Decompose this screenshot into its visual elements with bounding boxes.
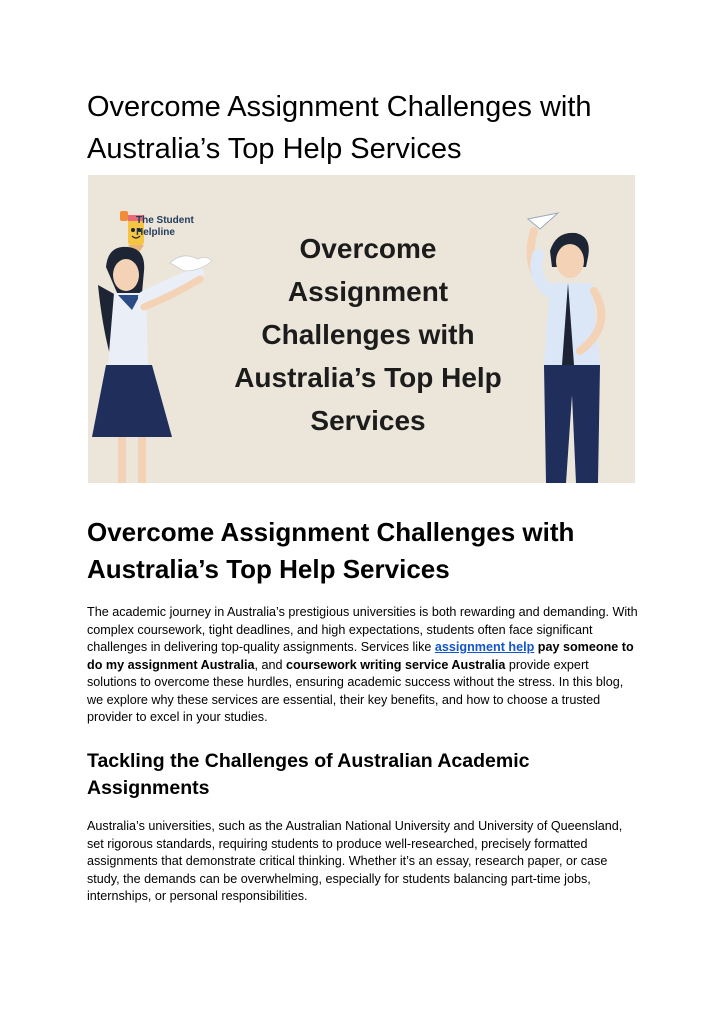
intro-paragraph: The academic journey in Australia’s prestigious universities is both rewarding and demanding. With complex coursework, tight deadlines, and high expectations, students often face significant challenges in delivering top-quality assignments. Services like assignment help pay someone to do my assignment Australia, and coursework writing service Australia provide expert solutions to overcome these hurdles, ensuring academic success without the stress. In this blog, we explore why these services are essential, their key benefits, and how to choose a trusted provider to excel in your studies. bbox=[87, 605, 638, 724]
document-title: Overcome Assignment Challenges with Australia’s Top Help Services bbox=[87, 91, 592, 165]
hero-image bbox=[88, 175, 635, 483]
paper-plane-icon bbox=[528, 213, 558, 229]
section-heading-overcome: Overcome Assignment Challenges with Australia’s Top Help Services bbox=[87, 517, 575, 584]
section-heading-challenges: Tackling the Challenges of Australian Academic Assignments bbox=[87, 750, 530, 799]
bold-phrase-coursework: coursework writing service Australia bbox=[286, 657, 506, 672]
logo-text: The Student Helpline bbox=[136, 215, 194, 238]
hero-title: Overcome Assignment Challenges with Australia’s Top Help Services bbox=[234, 233, 502, 436]
boy-illustration bbox=[531, 231, 602, 483]
assignment-help-link[interactable]: assignment help bbox=[434, 640, 535, 654]
girl-illustration bbox=[92, 247, 212, 483]
bold-phrase-pay-someone: pay someone to do my assignment Australia bbox=[87, 640, 634, 672]
challenges-paragraph: Australia’s universities, such as the Australian National University and University of Queensland, set rigorous standards, requiring students to produce well-researched, precisely formatted assignments that demonstrate critical thinking. Whether it’s an essay, research paper, or case study, the demands can be overwhelming, especially for students balancing part-time jobs, internships, or personal responsibilities. bbox=[87, 819, 623, 903]
